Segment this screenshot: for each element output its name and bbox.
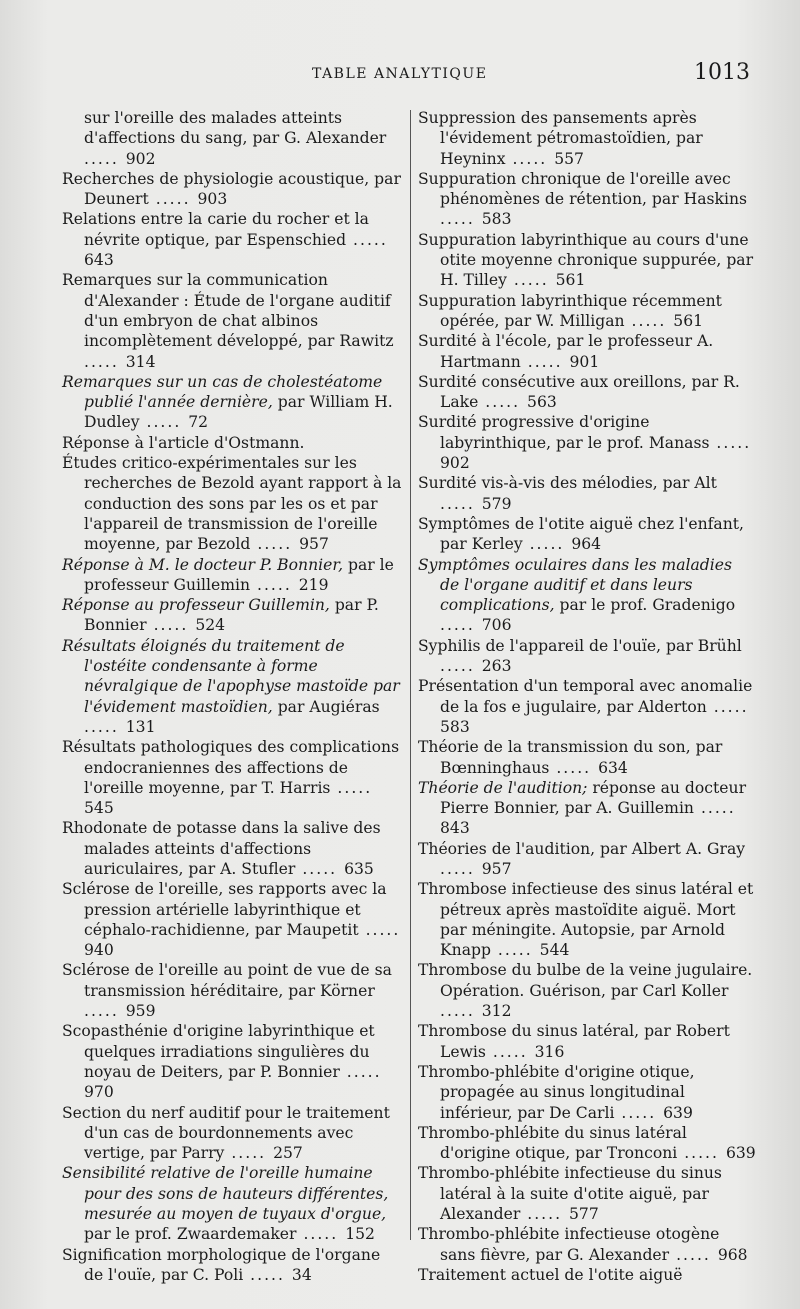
entry-text: Résultats pathologiques des complications endocraniennes des affections de l'oreille moyenne, par T. Harris [62, 738, 400, 797]
leader-dots: ..... [440, 1002, 482, 1021]
index-entry [418, 839, 756, 880]
leader-dots: ..... [84, 1002, 126, 1021]
leader-dots: ..... [139, 413, 189, 432]
leader-dots: ..... [706, 697, 749, 716]
index-entry [418, 1224, 756, 1265]
page-reference: 959 [125, 1002, 156, 1021]
entry-text: Thrombose du sinus latéral, par Robert Lewis [418, 1022, 730, 1061]
index-entry [418, 1123, 756, 1164]
leader-dots: ..... [295, 859, 345, 878]
page-reference: 563 [527, 393, 557, 412]
index-entry [62, 108, 402, 169]
entry-text: sur l'oreille des malades atteints d'affections du sang, par G. Alexander [84, 109, 387, 148]
page-reference: 583 [440, 717, 470, 736]
page-reference: 639 [725, 1144, 756, 1163]
page-reference: 706 [481, 616, 512, 635]
page-reference: 643 [84, 251, 114, 270]
page-reference: 583 [481, 210, 512, 229]
leader-dots: ..... [440, 616, 482, 635]
leader-dots: ..... [330, 778, 373, 797]
index-entry [418, 108, 756, 169]
leader-dots: ..... [506, 271, 556, 290]
leader-dots: ..... [84, 717, 126, 736]
page-reference: 902 [440, 454, 470, 473]
running-header: TABLE ANALYTIQUE [312, 66, 488, 82]
leader-dots: ..... [440, 859, 482, 878]
leader-dots: ..... [549, 758, 599, 777]
index-entry [418, 1163, 756, 1224]
index-entry [62, 270, 402, 371]
index-entry [418, 331, 756, 372]
page-reference: 72 [188, 413, 209, 432]
leader-dots: ..... [522, 535, 572, 554]
page-reference: 131 [125, 717, 156, 736]
page-reference: 316 [534, 1042, 565, 1061]
index-entry [62, 1163, 402, 1244]
page-reference: 902 [125, 149, 156, 168]
leader-dots: ..... [440, 210, 482, 229]
page-reference: 544 [539, 941, 570, 960]
leader-dots: ..... [224, 1144, 274, 1163]
page-reference: 968 [717, 1245, 748, 1264]
entry-text: Thrombo-phlébite infectieuse otogène sans fièvre, par G. Alexander [418, 1225, 720, 1264]
leader-dots: ..... [485, 1042, 535, 1061]
entry-text: Réponse à l'article d'Ostmann. [62, 433, 305, 452]
index-entry [62, 960, 402, 1021]
page-reference: 635 [344, 859, 374, 878]
leader-dots: ..... [346, 230, 388, 249]
entry-text: Remarques sur la communication d'Alexander : Étude de l'organe auditif d'un embryon de chat albinos incomplètement développé, par Rawitz [62, 271, 394, 351]
column-divider [410, 110, 411, 1240]
leader-dots: ..... [148, 190, 198, 209]
entry-text: Thrombose du bulbe de la veine jugulaire. Opération. Guérison, par Carl Koller [418, 961, 753, 1000]
index-entry [418, 778, 756, 839]
page-reference: 577 [568, 1205, 599, 1224]
index-entry [418, 879, 756, 960]
index-entry [418, 676, 756, 737]
page-reference: 312 [481, 1002, 512, 1021]
index-entry [62, 595, 402, 636]
leader-dots: ..... [614, 1103, 664, 1122]
index-entry [62, 1021, 402, 1102]
entry-text: Suppuration labyrinthique au cours d'une otite moyenne chronique suppurée, par H. Tilley [418, 230, 754, 290]
page-reference: 901 [569, 352, 600, 371]
page-reference: 152 [345, 1225, 375, 1244]
entry-text: Symptômes de l'otite aiguë chez l'enfant, par Kerley [418, 514, 744, 554]
index-entry [62, 372, 402, 433]
entry-text: Rhodonate de potasse dans la salive des malades atteints d'affections auriculaires, par A. Stufler [62, 819, 381, 878]
leader-dots: ..... [490, 941, 540, 960]
index-entry [418, 1062, 756, 1123]
page-reference: 545 [84, 799, 114, 818]
page-reference: 257 [273, 1144, 303, 1163]
index-entry [418, 1021, 756, 1062]
leader-dots: ..... [84, 352, 126, 371]
entry-text: Suppuration labyrinthique récemment opérée, par W. Milligan [418, 291, 722, 330]
page-reference: 34 [291, 1265, 312, 1284]
leader-dots: ..... [243, 1265, 292, 1284]
index-entry [418, 372, 756, 413]
entry-text: Scopasthénie d'origine labyrinthique et quelques irradiations singulières du noyau de Deiters, par P. Bonnier [62, 1022, 375, 1081]
entry-text: Section du nerf auditif pour le traitement d'un cas de bourdonnements avec vertige, par Parry [62, 1103, 390, 1163]
entry-text: Suppuration chronique de l'oreille avec phénomènes de rétention, par Haskins [418, 169, 747, 209]
leader-dots: ..... [478, 393, 528, 412]
entry-text: Surdité vis-à-vis des mélodies, par Alt [418, 474, 717, 493]
index-entry [418, 473, 756, 514]
index-entry [62, 818, 402, 879]
page-reference: 561 [555, 271, 586, 290]
index-entry [418, 514, 756, 555]
index-entry [62, 636, 402, 737]
leader-dots: ..... [669, 1245, 718, 1264]
entry-text: Thrombo-phlébite du sinus latéral d'origine otique, par Tronconi [418, 1123, 687, 1163]
entry-text: Thrombose infectieuse des sinus latéral et pétreux après mastoïdite aiguë. Mort par méningite. Autopsie, par Arnold Knapp [418, 880, 754, 960]
leader-dots: ..... [358, 920, 401, 939]
page-reference: 524 [195, 616, 226, 635]
entry-text: Signification morphologique de l'organe de l'ouïe, par C. Poli [62, 1245, 381, 1284]
index-entry [418, 412, 756, 473]
page-reference: 219 [298, 575, 329, 594]
leader-dots: ..... [440, 494, 482, 513]
entry-text: Surdité à l'école, par le professeur A. Hartmann [418, 332, 714, 371]
entry-text: Réponse au professeur Guillemin, par P. Bonnier [62, 596, 379, 635]
page-reference: 957 [299, 535, 329, 554]
page-reference: 957 [481, 859, 512, 878]
page-reference: 639 [663, 1103, 693, 1122]
leader-dots: ..... [84, 149, 126, 168]
index-entry [418, 1265, 756, 1285]
entry-text: Théorie de la transmission du son, par Bœnninghaus [418, 738, 723, 777]
leader-dots: ..... [677, 1144, 726, 1163]
leader-dots: ..... [296, 1225, 346, 1244]
entry-text: Thrombo-phlébite d'origine otique, propagée au sinus longitudinal inférieur, par De Carli [418, 1062, 695, 1122]
index-entry [62, 453, 402, 554]
page-reference: 940 [84, 941, 114, 960]
leader-dots: ..... [520, 352, 570, 371]
entry-text: Sensibilité relative de l'oreille humaine pour des sons de hauteurs différentes, mesurée au moyen de tuyaux d'orgue, par le prof. Zwaardemaker [62, 1164, 389, 1244]
index-entry [418, 636, 756, 677]
page-reference: 970 [84, 1083, 114, 1102]
entry-text: Études critico-expérimentales sur les recherches de Bezold ayant rapport à la conduction des sons par les os et par l'appareil de transmission de l'oreille moyenne, par Bezold [62, 454, 402, 554]
entry-text: Sclérose de l'oreille au point de vue de sa transmission héréditaire, par Körner [62, 961, 392, 1000]
leader-dots: ..... [709, 433, 752, 452]
page-reference: 561 [673, 311, 704, 330]
entry-text: Recherches de physiologie acoustique, par Deunert [62, 169, 401, 209]
entry-text: Surdité progressive d'origine labyrinthique, par le prof. Manass [418, 413, 710, 452]
entry-text: Syphilis de l'appareil de l'ouïe, par Brühl [418, 636, 742, 655]
entry-text: Relations entre la carie du rocher et la névrite optique, par Espenschied [62, 210, 369, 249]
page-reference: 263 [481, 657, 512, 676]
index-entry [62, 1103, 402, 1164]
entry-text: Remarques sur un cas de cholestéatome publié l'année dernière, par William H. Dudley [62, 372, 393, 432]
entry-text: Symptômes oculaires dans les maladies de l'organe auditif et dans leurs complications, par le prof. Gradenigo [418, 555, 736, 615]
leader-dots: ..... [520, 1205, 569, 1224]
page-reference: 903 [197, 190, 228, 209]
index-entry [418, 960, 756, 1021]
index-entry [62, 209, 402, 270]
index-entry [418, 291, 756, 332]
leader-dots: ..... [440, 657, 482, 676]
entry-text: Résultats éloignés du traitement de l'ostéite condensante à forme névralgique de l'apophyse mastoïde par l'évidement mastoïdien, par Augiéras [62, 636, 400, 716]
leader-dots: ..... [693, 799, 736, 818]
leader-dots: ..... [146, 616, 196, 635]
page-reference: 964 [571, 535, 602, 554]
leader-dots: ..... [250, 535, 300, 554]
index-entry [62, 737, 402, 818]
entry-text: Présentation d'un temporal avec anomalie de la fos e jugulaire, par Alderton [418, 677, 753, 716]
index-entry [418, 737, 756, 778]
entry-text: Surdité consécutive aux oreillons, par R. Lake [418, 372, 740, 412]
leader-dots: ..... [624, 311, 674, 330]
index-entry [62, 555, 402, 596]
page-reference: 557 [554, 149, 584, 168]
page-reference: 634 [598, 758, 628, 777]
index-entry [418, 230, 756, 291]
entry-text: Traitement actuel de l'otite aiguë [418, 1265, 683, 1284]
leader-dots: ..... [250, 575, 299, 594]
page-number: 1013 [694, 60, 750, 85]
left-column [62, 108, 402, 1285]
entry-text: Théories de l'audition, par Albert A. Gray [418, 839, 746, 858]
page-reference: 314 [125, 352, 156, 371]
index-entry [62, 169, 402, 210]
leader-dots: ..... [339, 1062, 382, 1081]
entry-text: Réponse à M. le docteur P. Bonnier, par le professeur Guillemin [62, 555, 394, 594]
index-entry [62, 879, 402, 960]
page-reference: 843 [440, 819, 470, 838]
entry-text: Théorie de l'audition; réponse au docteur Pierre Bonnier, par A. Guillemin [418, 778, 747, 818]
entry-text: Suppression des pansements après l'évidement pétromastoïdien, par Heyninx [418, 109, 703, 168]
index-entry [62, 1245, 402, 1286]
entry-text: Thrombo-phlébite infectieuse du sinus latéral à la suite d'otite aiguë, par Alexander [418, 1164, 722, 1224]
leader-dots: ..... [505, 149, 555, 168]
index-entry [418, 169, 756, 230]
index-entry [418, 555, 756, 636]
page-reference: 579 [481, 494, 512, 513]
entry-text: Sclérose de l'oreille, ses rapports avec la pression artérielle labyrinthique et céphalo-rachidienne, par Maupetit [62, 880, 387, 939]
right-column [418, 108, 756, 1285]
index-entry [62, 433, 402, 453]
